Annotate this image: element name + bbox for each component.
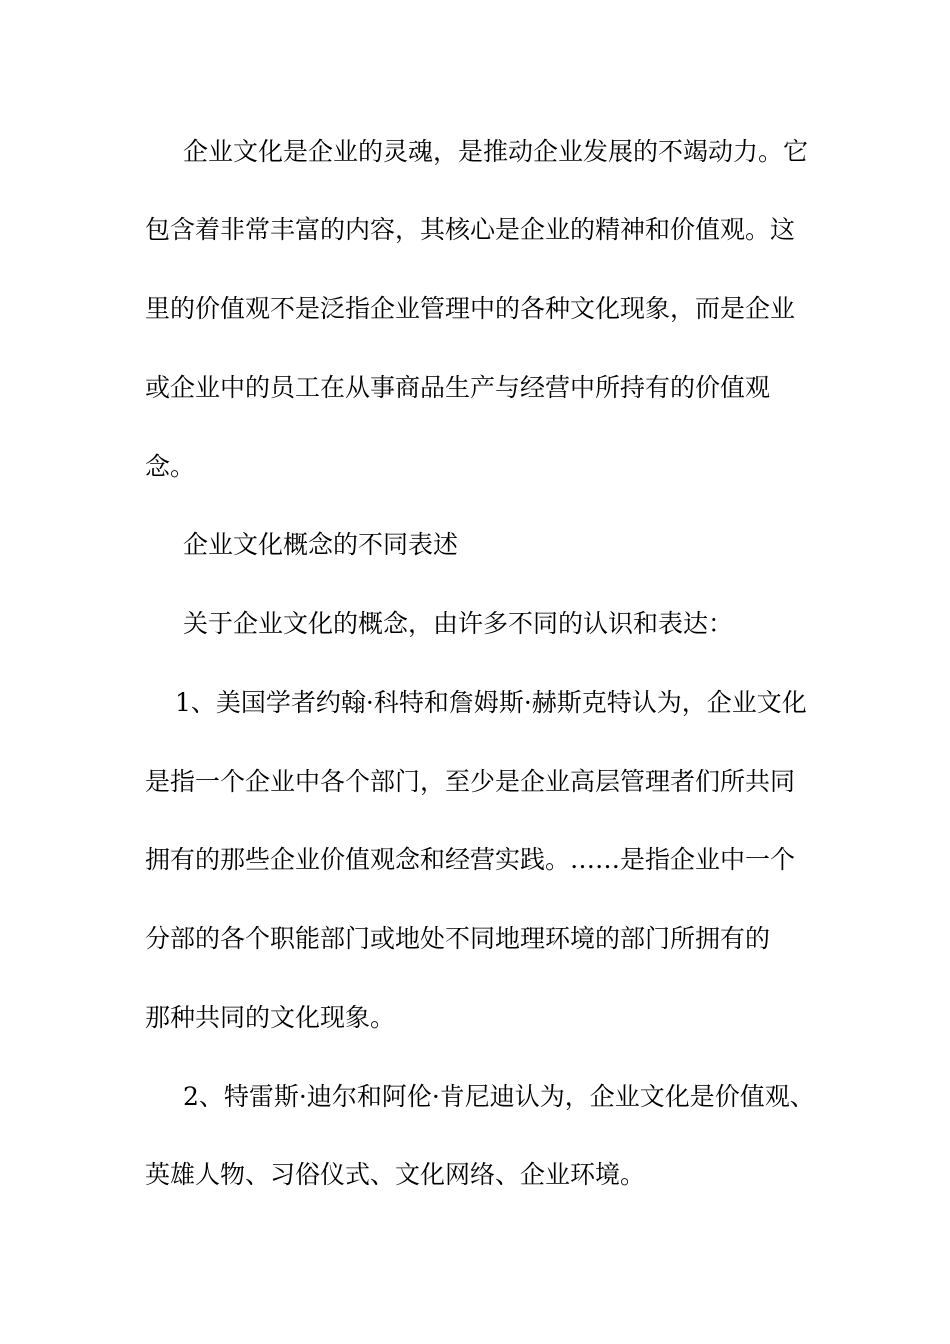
item-1-line-1: 1、美国学者约翰·科特和詹姆斯·赫斯克特认为，企业文化 <box>175 688 807 717</box>
item-2-line-2: 英雄人物、习俗仪式、文化网络、企业环境。 <box>145 1160 646 1189</box>
item-1-line-2: 是指一个企业中各个部门，至少是企业高层管理者们所共同 <box>145 767 796 796</box>
section-heading: 企业文化概念的不同表述 <box>183 530 459 559</box>
item-2-line-1: 2、特雷斯·迪尔和阿伦·肯尼迪认为，企业文化是价值观、 <box>183 1082 815 1111</box>
item-1-line-3: 拥有的那些企业价值观念和经营实践。……是指企业中一个 <box>145 845 796 874</box>
paragraph-1-line-2: 包含着非常丰富的内容，其核心是企业的精神和价值观。这 <box>145 215 796 244</box>
item-1-line-4: 分部的各个职能部门或地处不同地理环境的部门所拥有的 <box>145 924 771 953</box>
item-1-line-5: 那种共同的文化现象。 <box>145 1003 396 1032</box>
paragraph-1-line-4: 或企业中的员工在从事商品生产与经营中所持有的价值观 <box>145 373 771 402</box>
paragraph-1-line-5: 念。 <box>145 452 196 481</box>
paragraph-1-line-1: 企业文化是企业的灵魂，是推动企业发展的不竭动力。它 <box>183 137 809 166</box>
paragraph-2-line-1: 关于企业文化的概念，由许多不同的认识和表达： <box>183 609 734 638</box>
paragraph-1-line-3: 里的价值观不是泛指企业管理中的各种文化现象，而是企业 <box>145 294 796 323</box>
